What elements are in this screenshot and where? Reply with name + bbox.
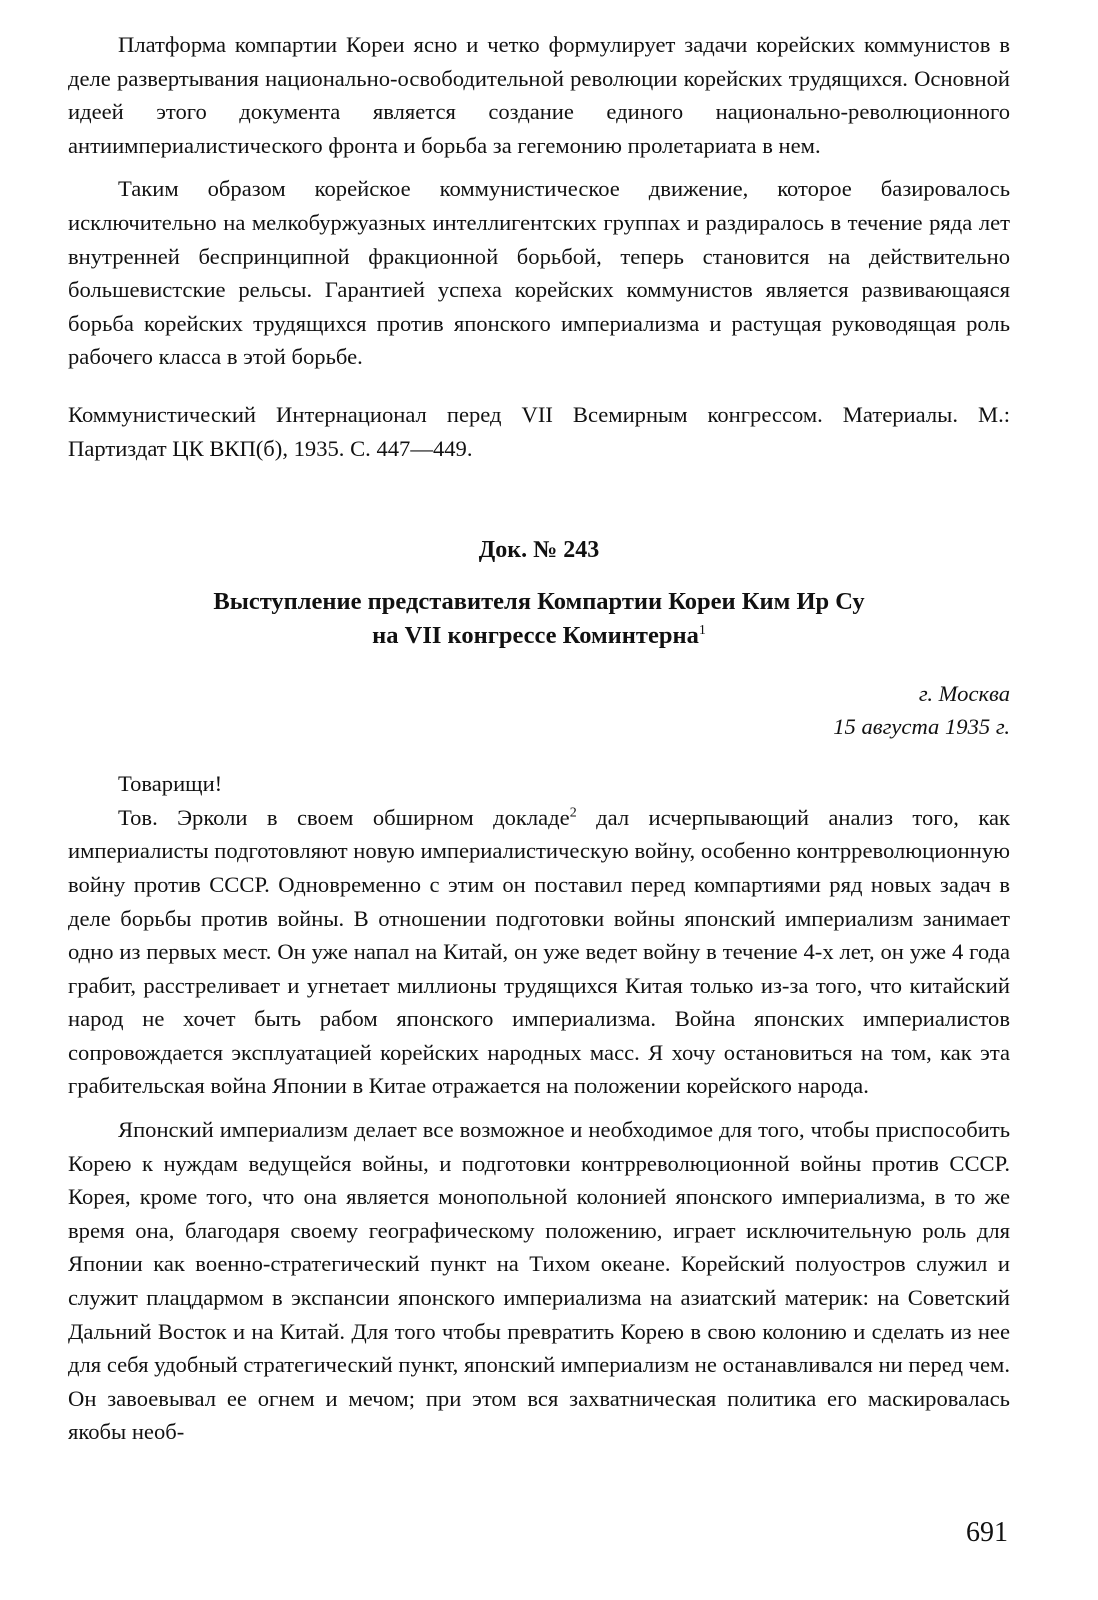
document-title <box>68 585 1010 653</box>
document-title-line-1: Выступление представителя Компартии Кореи Ким Ир Су <box>213 588 865 616</box>
speech-paragraph-1-start: Тов. Эрколи в своем обширном докладе <box>118 804 570 830</box>
speech-paragraph-1-rest: дал исчерпывающий анализ того, как империалисты подготовляют новую империалистическую войну, особенно контрреволюционную войну против СССР. Одновременно с этим он поставил перед компартиями ряд новых задач в деле борьбы против войны. В отношении подготовки войны японский империализм занимает одно из первых мест. Он уже напал на Китай, он уже ведет войну в течение 4-х лет, он уже 4 года грабит, расстреливает и угнетает миллионы трудящихся Китая только из-за того, что китайский народ не хочет быть рабом японского империализма. Война японских империалистов сопровождается эксплуатацией корейских народных масс. Я хочу остановиться на том, как эта грабительская война Японии в Китае отражается на положении корейского народа. <box>68 804 1010 1099</box>
footnote-marker-2: 2 <box>569 805 577 821</box>
document-title-line-2 <box>68 619 1010 653</box>
document-place: г. Москва <box>918 681 1010 707</box>
speech-greeting: Товарищи! <box>118 771 223 797</box>
document-number: Док. № 243 <box>478 537 600 564</box>
paragraph-movement: Таким образом корейское коммунистическое движение, которое базировалось исключительно на мелкобуржуазных интеллигентских группах и раздиралось в течение ряда лет внутренней беспринципной фракционной борьбой, теперь становится на действительно большевистские рельсы. Гарантией успеха корейских коммунистов является развивающаяся борьба корейских трудящихся против японского империализма и растущая руководящая роль рабочего класса в этой борьбе. <box>68 176 1010 370</box>
document-title-line-2-text: на VII конгрессе Коминтерна <box>372 622 699 650</box>
place-date-block <box>68 677 1010 743</box>
page-number: 691 <box>966 1517 1008 1548</box>
source-citation: Коммунистический Интернационал перед VII Всемирным конгрессом. Материалы. М.: Партиздат ЦК ВКП(б), 1935. С. 447—449. <box>68 401 1010 461</box>
speech-paragraph-1 <box>68 801 1010 1103</box>
speech-paragraph-2: Японский империализм делает все возможное и необходимое для того, чтобы приспособить Корею к нуждам ведущейся войны, и подготовки контрреволюционной войны против СССР. Корея, кроме того, что она является монопольной колонией японского империализма, в то же время она, благодаря своему географическому положению, играет исключительную роль для Японии как военно-стратегический пункт на Тихом океане. Корейский полуостров служил и служит плацдармом в экспансии японского империализма на азиатский материк: на Советский Дальний Восток и на Китай. Для того чтобы превратить Корею в свою колонию и сделать из нее для себя удобный стратегический пункт, японский империализм не останавливался ни перед чем. Он завоевывал ее огнем и мечом; при этом вся захватническая политика его маскировалась якобы необ- <box>68 1117 1010 1445</box>
document-date: 15 августа 1935 г. <box>833 714 1010 740</box>
paragraph-platform: Платформа компартии Кореи ясно и четко формулирует задачи корейских коммунистов в деле развертывания национально-освободительной революции корейских трудящихся. Основной идеей этого документа является создание единого национально-революционного антиимпериалистического фронта и борьба за гегемонию пролетариата в нем. <box>68 32 1010 158</box>
footnote-marker-1: 1 <box>698 622 706 638</box>
